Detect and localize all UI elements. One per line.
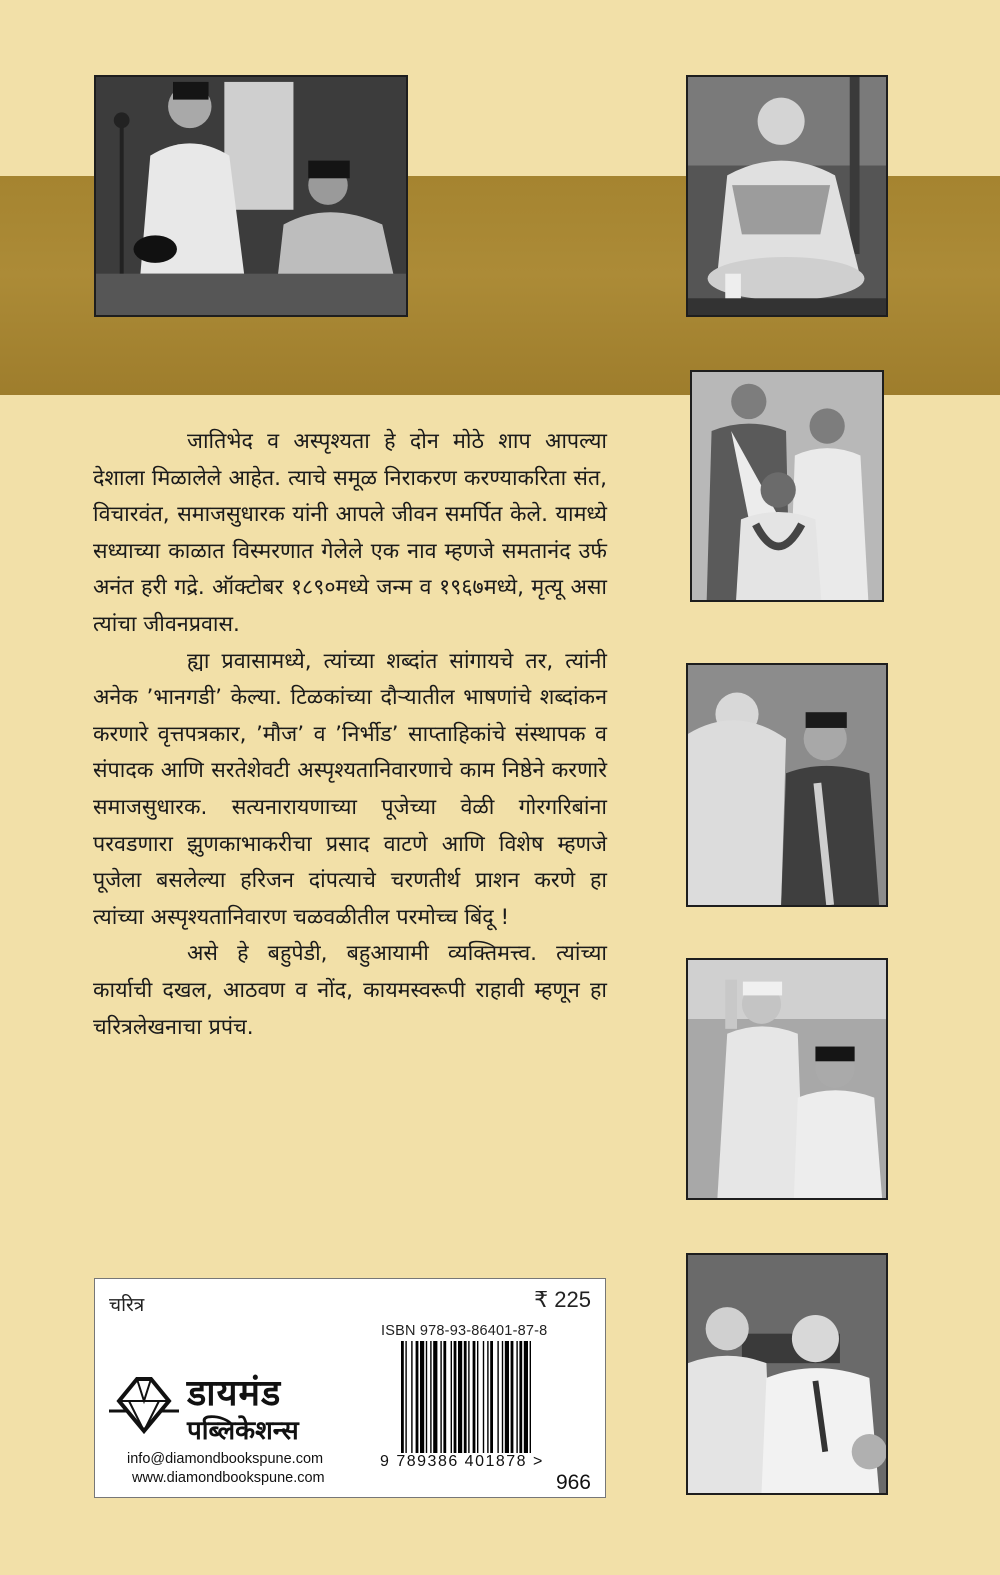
publisher-email[interactable]: info@diamondbookspune.com <box>127 1451 324 1467</box>
publisher-website[interactable]: www.diamondbookspune.com <box>132 1470 325 1486</box>
photo-seated-elder-turban <box>686 75 888 317</box>
back-cover-blurb <box>93 424 607 1046</box>
photo-smiling-men-event <box>686 1253 888 1495</box>
publisher-info-box <box>94 1278 606 1498</box>
barcode <box>399 1341 577 1453</box>
blurb-paragraph-3: असे हे बहुपेडी, बहुआयामी व्यक्तिमत्त्व. त्यांच्या कार्याची दखल, आठवण व नोंद, कायमस्वरूपी राहावी म्हणून हा चरित्रलेखनाचा प्रपंच. <box>93 941 607 1040</box>
publisher-name-line2: पब्लिकेशन्स <box>187 1416 299 1446</box>
genre-label: चरित्र <box>109 1294 145 1316</box>
photo-elder-waving <box>686 958 888 1200</box>
diamond-logo-icon <box>109 1371 179 1437</box>
isbn-label: ISBN 978-93-86401-87-8 <box>381 1323 548 1339</box>
photo-two-elders <box>686 663 888 907</box>
book-code: 966 <box>555 1471 591 1494</box>
blurb-paragraph-1: जातिभेद व अस्पृश्यता हे दोन मोठे शाप आपल्या देशाला मिळालेले आहेत. त्याचे समूळ निराकरण करण्याकरिता संत, विचारवंत, समाजसुधारक यांनी आपले जीवन समर्पित केले. यामध्ये सध्याच्या काळात विस्मरणात गेलेले एक नाव म्हणजे समतानंद उर्फ अनंत हरी गद्रे. ऑक्टोबर १८९०मध्ये जन्म व १९६७मध्ये, मृत्यू असा त्यांचा जीवनप्रवास. <box>93 429 607 637</box>
photo-speaker-at-microphone <box>94 75 408 317</box>
photo-three-men-garland <box>690 370 884 602</box>
publisher-name-line1: डायमंड <box>187 1373 282 1414</box>
blurb-paragraph-2: ह्या प्रवासामध्ये, त्यांच्या शब्दांत सांगायचे तर, त्यांनी अनेक ’भानगडी’ केल्या. टिळकांच्या दौऱ्यातील भाषणांचे शब्दांकन करणारे वृत्तपत्रकार, ’मौज’ व ’निर्भीड’ साप्ताहिकांचे संस्थापक व संपादक आणि सरतेशेवटी अस्पृश्यतानिवारणाचे काम निष्ठेने करणारे समाजसुधारक. सत्यनारायणाच्या पूजेच्या वेळी गोरगरिबांना परवडणारा झुणकाभाकरीचा प्रसाद वाटणे आणि विशेष म्हणजे पूजेला बसलेल्या हरिजन दांपत्याचे चरणतीर्थ प्राशन करणे हा त्यांच्या अस्पृश्यतानिवारण चळवळीतील परमोच्च बिंदू ! <box>93 648 607 930</box>
price-label: ₹ 225 <box>534 1287 591 1312</box>
barcode-digits: 9 789386 401878 > <box>380 1453 544 1470</box>
